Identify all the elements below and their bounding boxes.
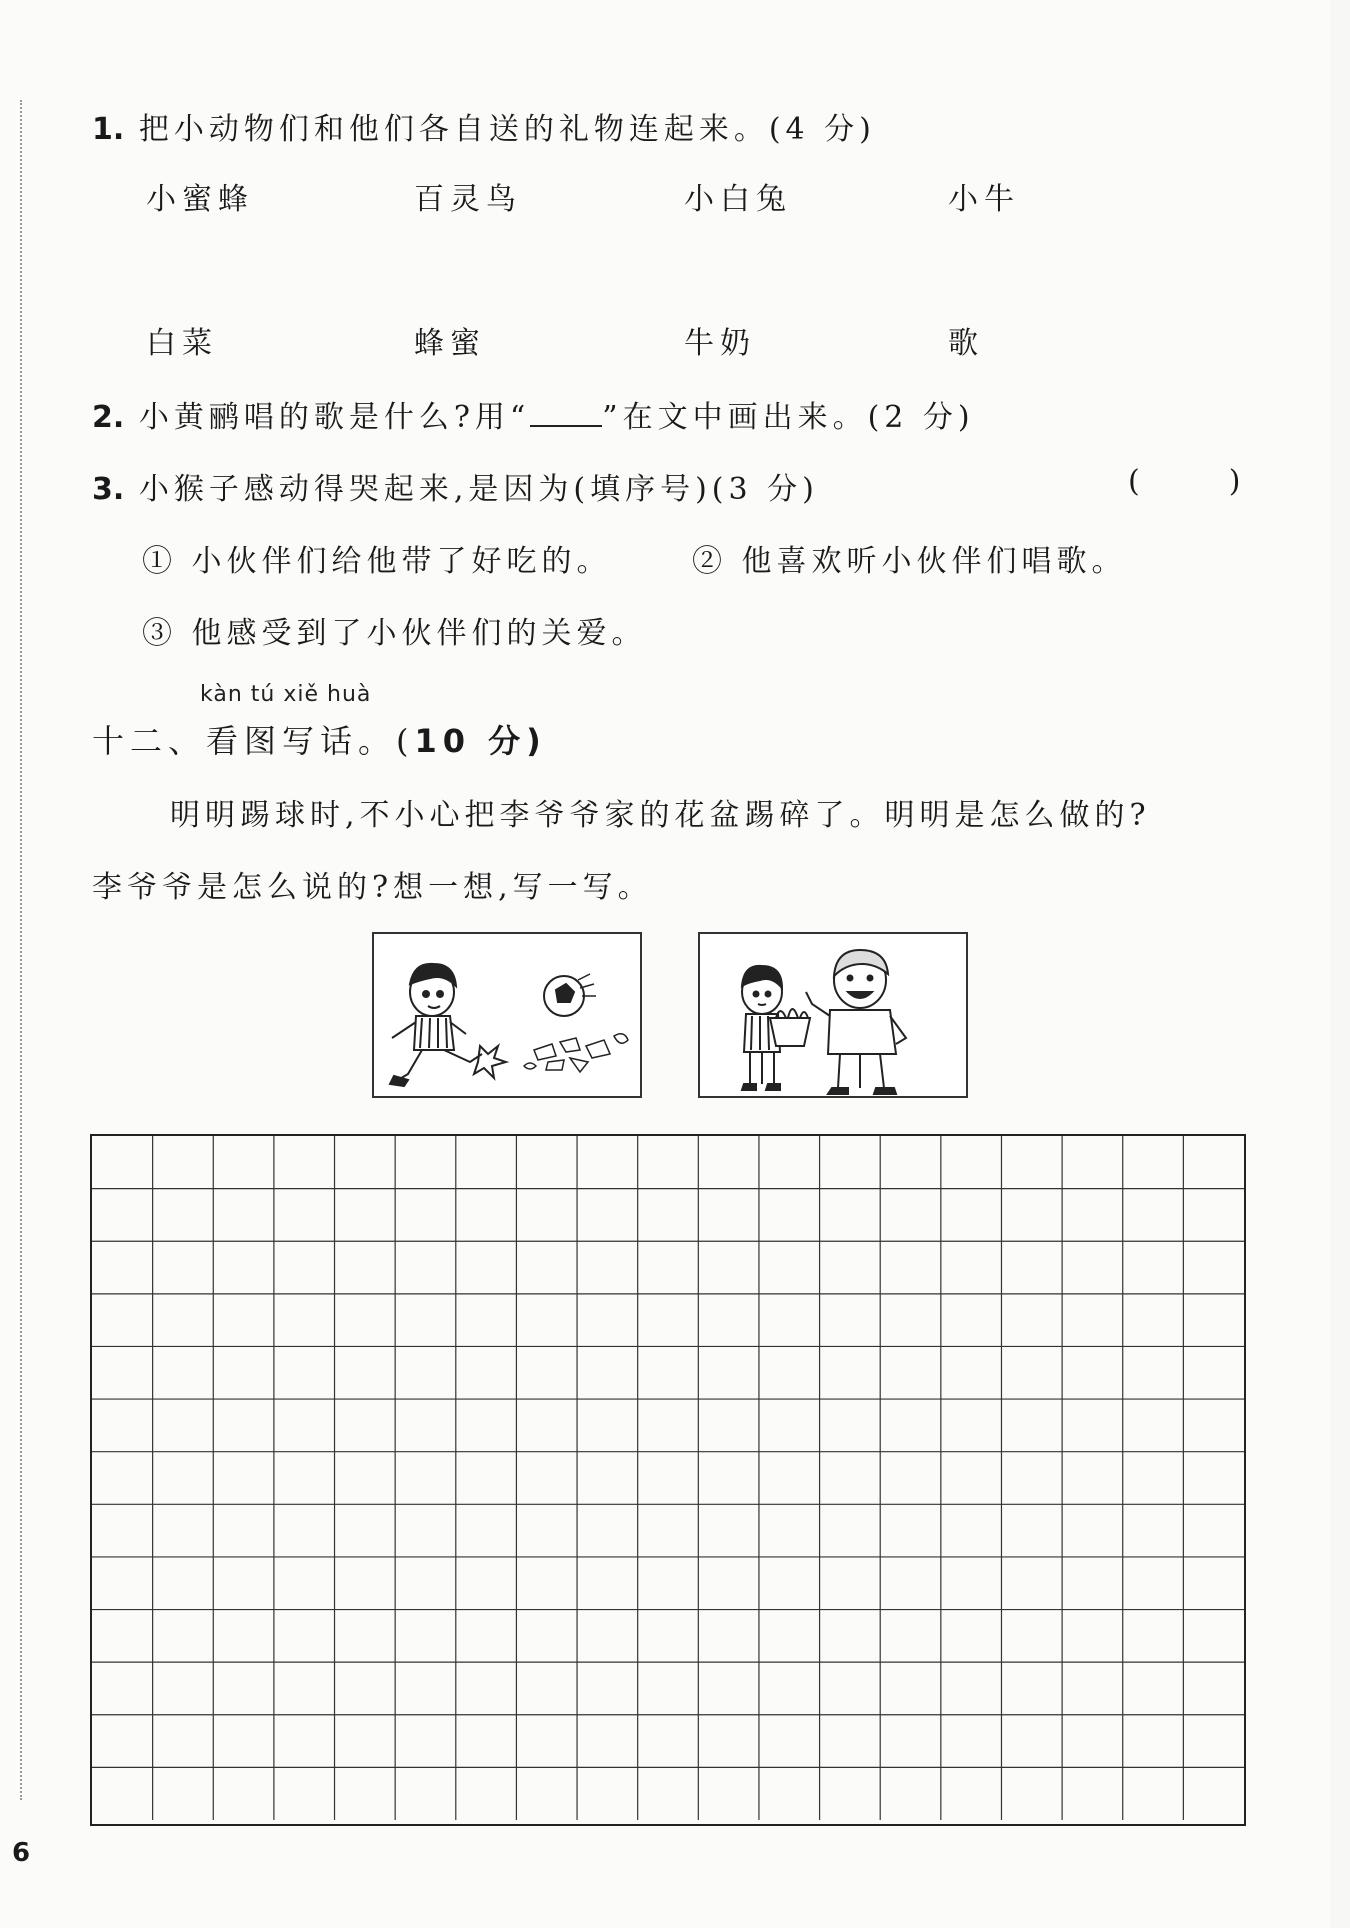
animal-1[interactable]: 小蜜蜂: [146, 182, 254, 217]
animal-3[interactable]: 小白兔: [684, 182, 792, 217]
section-12-title: 十二、看图写话。(10 分): [92, 722, 547, 760]
answer-box[interactable]: ( ): [1128, 464, 1246, 499]
prompt-line-1: 明明踢球时,不小心把李爷爷家的花盆踢碎了。明明是怎么做的?: [170, 798, 1151, 833]
binding-margin-line: [20, 100, 22, 1800]
gift-2[interactable]: 蜂蜜: [414, 326, 486, 361]
question-3: 3. 小猴子感动得哭起来,是因为(填序号)(3 分): [92, 472, 819, 507]
prompt-line-2: 李爷爷是怎么说的?想一想,写一写。: [92, 870, 653, 905]
gift-4[interactable]: 歌: [948, 326, 984, 361]
animal-2[interactable]: 百灵鸟: [414, 182, 522, 217]
picture-talking-grandpa: [698, 932, 968, 1098]
underline-blank: [530, 401, 602, 427]
question-1: 1. 把小动物们和他们各自送的礼物连起来。(4 分): [92, 112, 876, 147]
question-2: 2. 小黄鹂唱的歌是什么?用“ ”在文中画出来。(2 分): [92, 400, 975, 435]
page-number: 6: [12, 1838, 31, 1868]
section-pinyin: kàn tú xiě huà: [200, 682, 372, 707]
animal-4[interactable]: 小牛: [948, 182, 1020, 217]
option-2[interactable]: ② 他喜欢听小伙伴们唱歌。: [692, 544, 1127, 579]
writing-grid[interactable]: [90, 1134, 1246, 1826]
option-3[interactable]: ③ 他感受到了小伙伴们的关爱。: [142, 616, 647, 651]
grid-lines: [92, 1136, 1244, 1820]
option-1[interactable]: ① 小伙伴们给他带了好吃的。: [142, 544, 612, 579]
gift-3[interactable]: 牛奶: [684, 326, 756, 361]
gift-1[interactable]: 白菜: [146, 326, 218, 361]
picture-kicking-ball: [372, 932, 642, 1098]
